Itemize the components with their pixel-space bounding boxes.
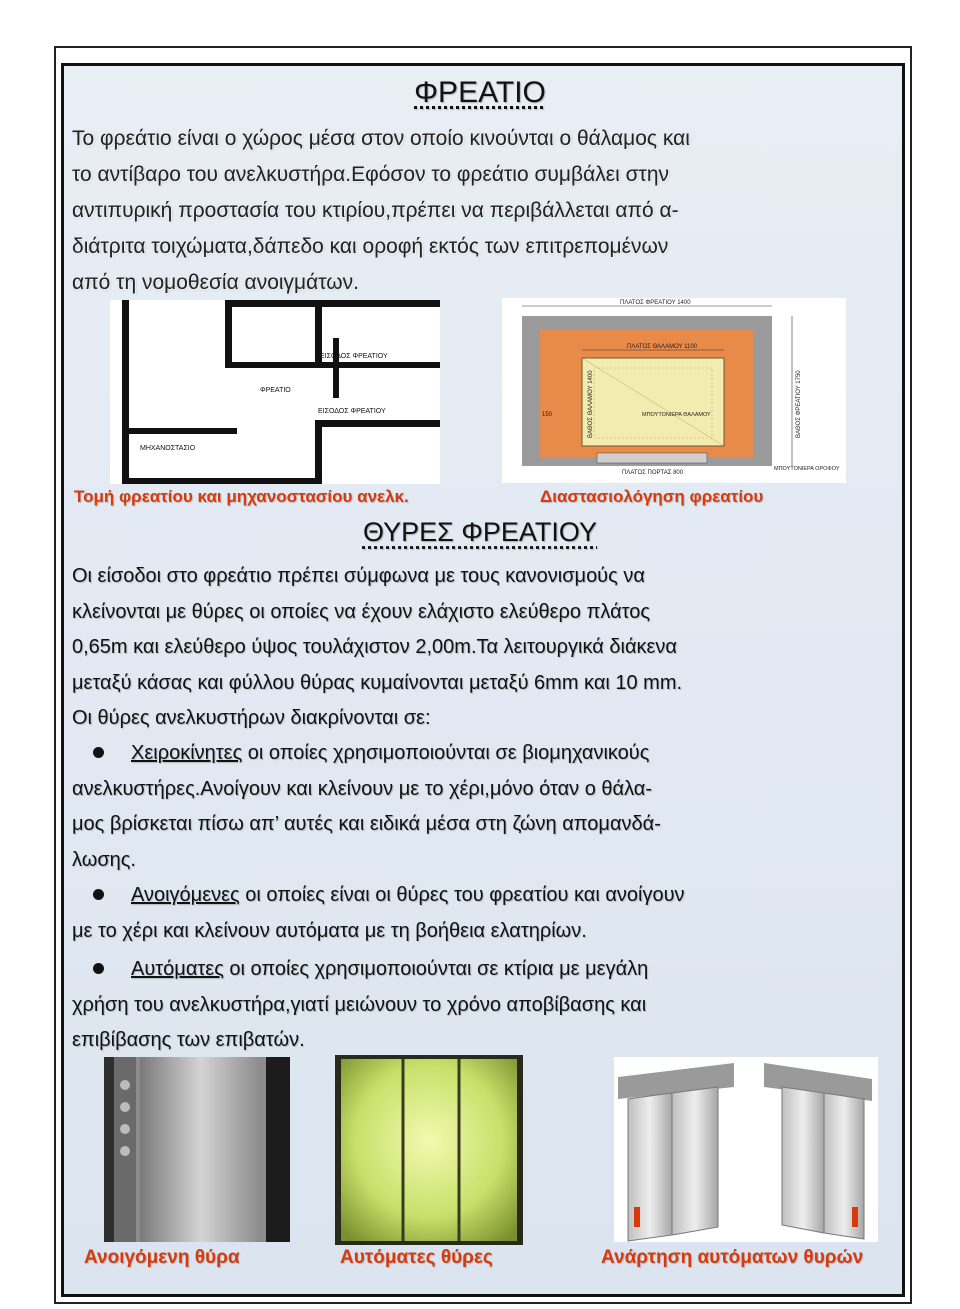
bullet-rest: οι οποίες χρησιμοποιούνται σε βιομηχανικούς [242,742,650,764]
shaft-dimensions-diagram [502,298,846,483]
bullet-manual [72,736,902,878]
bullet-line: ανελκυστήρες.Ανοίγουν και κλείνουν με το χέρι,μόνο όταν ο θάλα- [72,777,652,800]
bullet-hinged [72,878,902,949]
term-manual: Χειροκίνητες [131,742,243,764]
label-shaft-depth: ΒΑΘΟΣ ΦΡΕΑΤΙΟΥ 1750 [796,370,802,438]
term-hinged: Ανοιγόμενες [131,884,240,906]
bullet-line: μος βρίσκεται πίσω απ’ αυτές και ειδικά μέσα στη ζώνη απομανδά- [72,813,661,835]
shaft-section-diagram [110,300,440,484]
doors-intro [72,559,902,737]
doors-intro-line: Οι είσοδοι στο φρεάτιο πρέπει σύμφωνα με τους κανονισμούς να [72,565,645,587]
shaft-section-drawing [110,300,440,484]
caption-shaft-dimensions: Διαστασιολόγηση φρεατίου [540,487,764,506]
caption-automatic-doors: Αυτόματες θύρες [340,1247,493,1268]
intro-line: αντιπυρική προστασία του κτιρίου,πρέπει να περιβάλλεται από α- [72,199,679,222]
shaft-dimensions-drawing [502,298,846,483]
intro-paragraph [72,121,892,301]
label-floor-buttons: ΜΠΟΥΤΟΝΙΕΡΑ ΟΡΟΦΟΥ [774,466,840,472]
label-machine-room: ΜΗΧΑΝΟΣΤΑΣΙΟ [140,445,196,452]
hinged-door-photo [104,1057,290,1242]
label-cab-width: ΠΛΑΤΟΣ ΘΑΛΑΜΟΥ 1100 [627,344,698,350]
intro-line: από τη νομοθεσία ανοιγμάτων. [72,271,360,294]
bullet-line: χρήση του ανελκυστήρα,γιατί μειώνουν το χρόνο αποβίβασης και [72,993,647,1016]
label-shaft: ΦΡΕΑΤΙΟ [260,387,291,394]
intro-line: το αντίβαρο του ανελκυστήρα.Εφόσον το φρεάτιο συμβάλει στην [72,163,670,186]
label-entrance-top: ΕΙΣΟΔΟΣ ΦΡΕΑΤΙΟΥ [320,353,388,360]
caption-shaft-section: Τομή φρεατίου και μηχανοστασίου ανελκ. [74,487,409,506]
doors-intro-line: μεταξύ κάσας και φύλλου θύρας κυμαίνονται μεταξύ 6mm και 10 mm. [72,671,683,694]
bullet-line: επιβίβασης των επιβατών. [72,1029,305,1051]
bullet-line: λωσης. [72,848,136,871]
caption-door-suspension: Ανάρτηση αυτόματων θυρών [601,1247,864,1268]
bullet-rest: οι οποίες είναι οι θύρες του φρεατίου και ανοίγουν [239,884,685,906]
doors-intro-line: 0,65m και ελεύθερο ύψος τουλάχιστον 2,00m.Τα λειτουργικά διάκενα [72,636,677,658]
intro-line: Το φρεάτιο είναι ο χώρος μέσα στον οποίο κινούνται ο θάλαμος και [72,127,690,150]
door-suspension-drawing [614,1057,878,1242]
automatic-doors-photo [335,1055,523,1245]
bullet-rest: οι οποίες χρησιμοποιούνται σε κτίρια με μεγάλη [223,958,649,980]
automatic-doors-drawing [335,1055,523,1245]
label-side-gap: 150 [542,412,553,418]
bullet-automatic [72,952,902,1059]
doors-intro-line: κλείνονται με θύρες οι οποίες να έχουν ελάχιστο ελεύθερο πλάτος [72,600,651,623]
caption-hinged-door: Ανοιγόμενη θύρα [84,1247,240,1268]
doors-intro-line: Οι θύρες ανελκυστήρων διακρίνονται σε: [72,707,431,729]
doors-section-title: ΘΥΡΕΣ ΦΡΕΑΤΙΟΥ [362,517,598,547]
bullet-line: με το χέρι και κλείνουν αυτόματα με τη βοήθεια ελατηρίων. [72,919,587,942]
bullet-first-line [72,952,902,988]
intro-line: διάτριτα τοιχώματα,δάπεδο και οροφή εκτός των επιτρεπομένων [72,235,669,258]
term-automatic: Αυτόματες [131,958,224,980]
label-cab-buttons: ΜΠΟΥΤΟΝΙΕΡΑ ΘΑΛΑΜΟΥ [642,412,711,418]
bullet-first-line [72,878,902,914]
label-cab-depth: ΒΑΘΟΣ ΘΑΛΑΜΟΥ 1400 [588,370,594,438]
label-shaft-width: ΠΛΑΤΟΣ ΦΡΕΑΤΙΟΥ 1400 [620,300,691,306]
bullet-first-line [72,736,902,772]
hinged-door-drawing [104,1057,290,1242]
page-title: ΦΡΕΑΤΙΟ [414,76,546,109]
label-entrance-bottom: ΕΙΣΟΔΟΣ ΦΡΕΑΤΙΟΥ [318,408,386,415]
label-door-width: ΠΛΑΤΟΣ ΠΟΡΤΑΣ 800 [622,470,684,476]
door-suspension-photo [614,1057,878,1242]
